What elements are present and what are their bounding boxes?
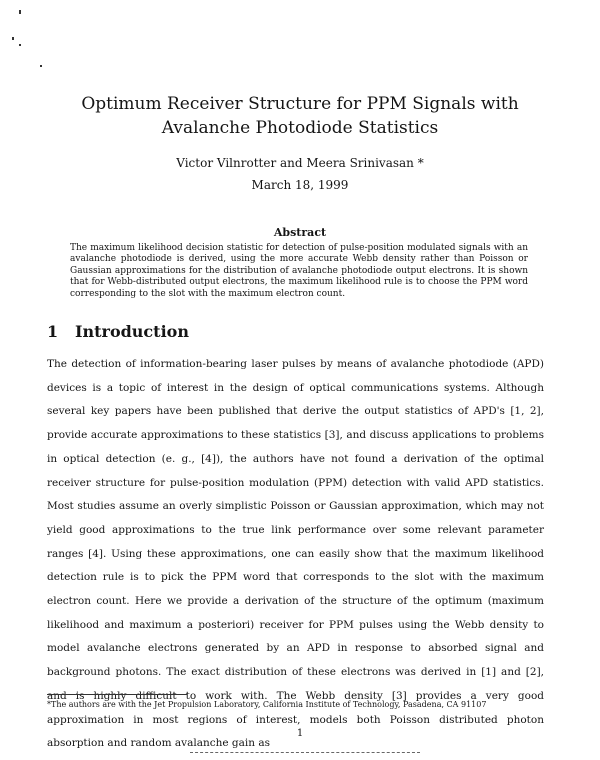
- paper-authors: Victor Vilnrotter and Meera Srinivasan *: [176, 156, 424, 170]
- abstract-heading: Abstract: [273, 226, 327, 239]
- page-number: 1: [296, 728, 304, 739]
- scan-speck: [19, 44, 21, 46]
- section-heading: [47, 322, 189, 341]
- scan-speck: [40, 65, 42, 67]
- section-title: Introduction: [75, 322, 189, 341]
- abstract-body: The maximum likelihood decision statistic for detection of pulse-position modulated signals with an avalanche photodiode is derived, using the more accurate Webb density rather than Poisson or Gaussian approximations for the distribution of avalanche photodiode output electrons. It is shown that for Webb-distributed output electrons, the maximum likelihood rule is to choose the PPM word corresponding to the slot with the maximum electron count.: [70, 243, 528, 299]
- intro-paragraph: The detection of information-bearing laser pulses by means of avalanche photodiode (APD) devices is a topic of interest in the design of optical communications systems. Although several key papers have been published that derive the output statistics of APD's [1, 2], provide accurate approximations to these statistics [3], and discuss applications to problems in optical detection (e. g., [4]), the authors have not found a derivation of the optimal receiver structure for pulse-position modulation (PPM) detection with valid APD statistics. Most studies assume an overly simplistic Poisson or Gaussian approximation, which may not yield good approximations to the true link performance over some relevant parameter ranges [4]. Using these approximations, one can easily show that the maximum likelihood detection rule is to pick the PPM word that corresponds to the slot with the maximum electron count. Here we provide a derivation of the structure of the optimum (maximum likelihood and maximum a posteriori) receiver for PPM pulses using the Webb density to model avalanche electrons generated by an APD in response to absorbed signal and background photons. The exact distribution of these electrons was derived in [1] and [2], and is highly difficult to work with. The Webb density [3] provides a very good approximation in most regions of interest, models both Poisson distributed photon absorption and random avalanche gain as: [47, 358, 544, 750]
- paper-title: Optimum Receiver Structure for PPM Signals with Avalanche Photodiode Statistics: [81, 94, 519, 138]
- bottom-scan-rule: [190, 752, 420, 753]
- scan-speck: [12, 37, 14, 40]
- section-number: 1: [47, 322, 59, 341]
- scan-speck: [19, 10, 21, 14]
- paper-date: March 18, 1999: [251, 178, 349, 192]
- footnote: *The authors are with the Jet Propulsion Laboratory, California Institute of Technology, Pasadena, CA 91107: [47, 700, 487, 709]
- footnote-rule: [47, 694, 187, 695]
